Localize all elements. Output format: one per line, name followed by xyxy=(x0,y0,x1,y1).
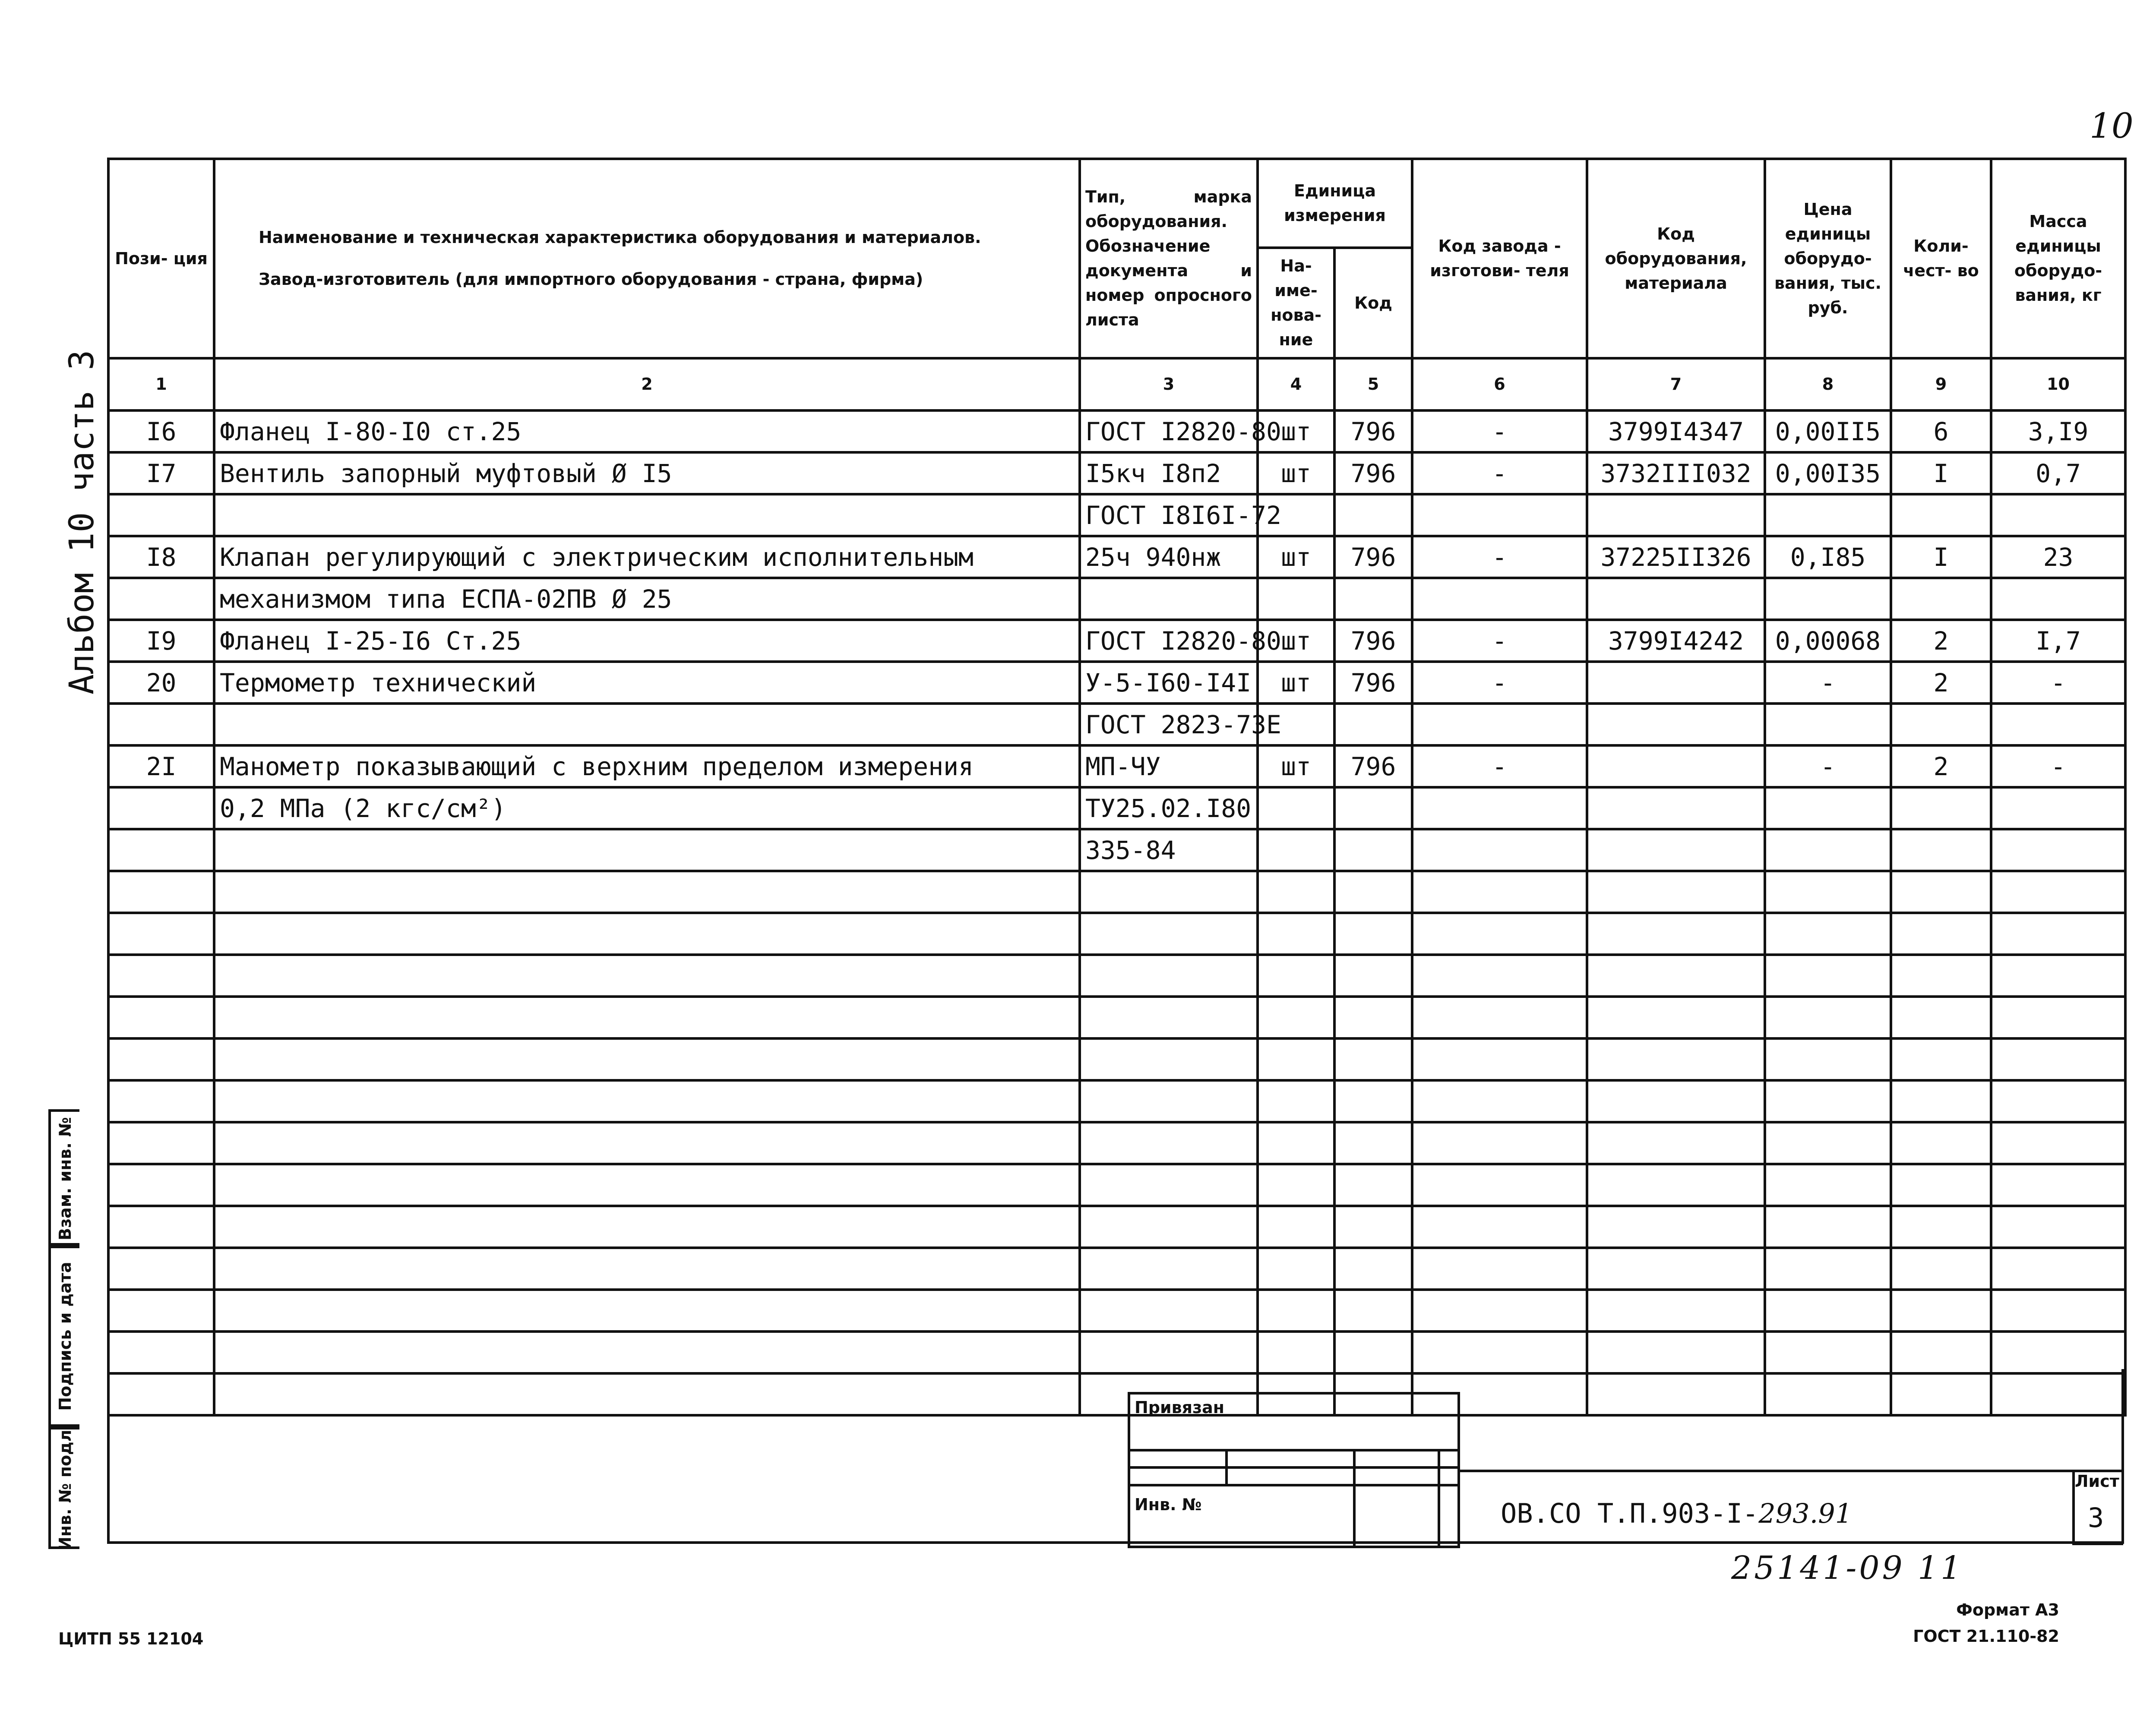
cell-mat_code: 3799I4347 xyxy=(1587,410,1765,452)
empty-cell xyxy=(1334,955,1412,997)
cell-type: ГОСТ I2820-80 xyxy=(1080,620,1258,662)
empty-cell xyxy=(1587,997,1765,1038)
cell-mat_code xyxy=(1587,704,1765,745)
table-row xyxy=(108,410,2125,452)
cell-code xyxy=(1334,494,1412,536)
cell-mass xyxy=(1991,578,2125,620)
empty-cell xyxy=(1412,1080,1587,1122)
cell-pos xyxy=(108,829,214,871)
empty-cell xyxy=(214,1164,1080,1206)
empty-cell xyxy=(214,1290,1080,1332)
header-unit-code: Код xyxy=(1334,248,1412,358)
empty-cell xyxy=(1080,1038,1258,1080)
specification-table xyxy=(107,158,2127,1417)
empty-cell xyxy=(1587,913,1765,955)
empty-cell xyxy=(1587,1122,1765,1164)
empty-cell xyxy=(108,955,214,997)
empty-cell xyxy=(214,1206,1080,1248)
cell-factory xyxy=(1412,578,1587,620)
empty-cell xyxy=(214,1332,1080,1373)
empty-cell xyxy=(214,1248,1080,1290)
empty-cell xyxy=(108,997,214,1038)
cell-mat_code: 3799I4242 xyxy=(1587,620,1765,662)
empty-cell xyxy=(1991,997,2125,1038)
empty-cell xyxy=(1891,871,1991,913)
table-row xyxy=(108,787,2125,829)
cell-pos xyxy=(108,787,214,829)
cell-unit: шт xyxy=(1258,452,1334,494)
empty-cell xyxy=(1891,1122,1991,1164)
cell-mass xyxy=(1991,704,2125,745)
side-label-inventory: Инв. № подл. xyxy=(48,1424,79,1549)
empty-row xyxy=(108,1038,2125,1080)
cell-type: 335-84 xyxy=(1080,829,1258,871)
table-row xyxy=(108,452,2125,494)
cell-price xyxy=(1765,578,1891,620)
empty-cell xyxy=(1765,1080,1891,1122)
cell-qty: 2 xyxy=(1891,620,1991,662)
cell-price: 0,00II5 xyxy=(1765,410,1891,452)
empty-cell xyxy=(1587,1164,1765,1206)
cell-mass xyxy=(1991,494,2125,536)
cell-price: 0,I85 xyxy=(1765,536,1891,578)
cell-code xyxy=(1334,829,1412,871)
empty-cell xyxy=(1080,1122,1258,1164)
empty-cell xyxy=(1991,871,2125,913)
cell-qty xyxy=(1891,494,1991,536)
column-number: 10 xyxy=(1991,358,2125,410)
empty-cell xyxy=(1334,1164,1412,1206)
cell-unit: шт xyxy=(1258,662,1334,704)
cell-qty xyxy=(1891,704,1991,745)
empty-cell xyxy=(1991,955,2125,997)
cell-mass: - xyxy=(1991,662,2125,704)
cell-mat_code xyxy=(1587,829,1765,871)
empty-cell xyxy=(108,1290,214,1332)
cell-type: I5кч I8п2 xyxy=(1080,452,1258,494)
cell-unit xyxy=(1258,829,1334,871)
empty-cell xyxy=(1334,1206,1412,1248)
cell-price xyxy=(1765,829,1891,871)
empty-cell xyxy=(1412,955,1587,997)
cell-pos: I7 xyxy=(108,452,214,494)
empty-row xyxy=(108,1290,2125,1332)
empty-cell xyxy=(1991,1206,2125,1248)
handwritten-number: 25141-09 11 xyxy=(1731,1549,1964,1587)
cell-mat_code xyxy=(1587,787,1765,829)
empty-cell xyxy=(1334,1290,1412,1332)
cell-code: 796 xyxy=(1334,662,1412,704)
empty-cell xyxy=(1891,1080,1991,1122)
empty-cell xyxy=(1334,913,1412,955)
empty-cell xyxy=(108,1248,214,1290)
column-number: 5 xyxy=(1334,358,1412,410)
cell-factory: - xyxy=(1412,662,1587,704)
empty-cell xyxy=(1412,1164,1587,1206)
empty-cell xyxy=(1334,1248,1412,1290)
empty-row xyxy=(108,1332,2125,1373)
empty-cell xyxy=(1765,1206,1891,1248)
cell-qty xyxy=(1891,829,1991,871)
header-quantity: Коли- чест- во xyxy=(1891,159,1991,358)
empty-cell xyxy=(1891,1332,1991,1373)
cell-unit: шт xyxy=(1258,620,1334,662)
cell-code xyxy=(1334,578,1412,620)
empty-cell xyxy=(1080,1332,1258,1373)
cell-price: - xyxy=(1765,745,1891,787)
cell-qty: 2 xyxy=(1891,745,1991,787)
sheet-label: Лист xyxy=(2075,1472,2119,1491)
empty-cell xyxy=(108,913,214,955)
empty-cell xyxy=(1080,1290,1258,1332)
empty-cell xyxy=(1080,913,1258,955)
empty-cell xyxy=(1258,1332,1334,1373)
empty-cell xyxy=(1991,1248,2125,1290)
empty-row xyxy=(108,913,2125,955)
empty-cell xyxy=(1080,1080,1258,1122)
cell-type: 25ч 940нж xyxy=(1080,536,1258,578)
cell-factory xyxy=(1412,787,1587,829)
cell-factory: - xyxy=(1412,536,1587,578)
empty-cell xyxy=(1891,1164,1991,1206)
empty-cell xyxy=(1587,1080,1765,1122)
cell-name: Термометр технический xyxy=(214,662,1080,704)
empty-cell xyxy=(214,1122,1080,1164)
empty-row xyxy=(108,1248,2125,1290)
empty-cell xyxy=(1080,1206,1258,1248)
cell-factory xyxy=(1412,704,1587,745)
cell-price xyxy=(1765,704,1891,745)
cell-price: 0,00068 xyxy=(1765,620,1891,662)
empty-row xyxy=(108,1122,2125,1164)
inv-number-label: Инв. № xyxy=(1129,1485,1354,1547)
table-row xyxy=(108,578,2125,620)
empty-row xyxy=(108,1080,2125,1122)
cell-name: Вентиль запорный муфтовый Ø I5 xyxy=(214,452,1080,494)
empty-cell xyxy=(1991,1332,2125,1373)
empty-cell xyxy=(1258,913,1334,955)
cell-mat_code xyxy=(1587,578,1765,620)
empty-cell xyxy=(1991,1080,2125,1122)
header-price: Цена единицы оборудо- вания, тыс. руб. xyxy=(1765,159,1891,358)
cell-type: ТУ25.02.I80 xyxy=(1080,787,1258,829)
cell-qty: 2 xyxy=(1891,662,1991,704)
empty-cell xyxy=(1412,1290,1587,1332)
empty-cell xyxy=(1765,1290,1891,1332)
empty-cell xyxy=(1334,871,1412,913)
empty-cell xyxy=(108,1164,214,1206)
empty-cell xyxy=(1080,1248,1258,1290)
empty-cell xyxy=(1258,1206,1334,1248)
empty-cell xyxy=(1258,1248,1334,1290)
cell-type: ГОСТ I8I6I-72 xyxy=(1080,494,1258,536)
cell-factory xyxy=(1412,829,1587,871)
cell-name: Клапан регулирующий с электрическим исполнительным xyxy=(214,536,1080,578)
cell-type xyxy=(1080,578,1258,620)
empty-cell xyxy=(1765,997,1891,1038)
cell-name xyxy=(214,704,1080,745)
empty-cell xyxy=(1765,1164,1891,1206)
cell-pos xyxy=(108,704,214,745)
empty-cell xyxy=(214,955,1080,997)
column-number: 1 xyxy=(108,358,214,410)
cell-mat_code: 37225II326 xyxy=(1587,536,1765,578)
cell-pos: 2I xyxy=(108,745,214,787)
empty-cell xyxy=(1891,1290,1991,1332)
header-unit: Единица измерения xyxy=(1258,159,1412,248)
privyazan-label: Привязан xyxy=(1129,1393,1459,1450)
cell-type: У-5-I60-I4I xyxy=(1080,662,1258,704)
cell-mass: 3,I9 xyxy=(1991,410,2125,452)
cell-qty xyxy=(1891,787,1991,829)
cell-price: - xyxy=(1765,662,1891,704)
header-name: Наименование и техническая характеристика оборудования и материалов. Завод-изготовитель (для импортного оборудования - страна, фирма) xyxy=(214,159,1080,358)
empty-cell xyxy=(1765,1122,1891,1164)
column-number: 2 xyxy=(214,358,1080,410)
empty-cell xyxy=(214,1038,1080,1080)
cell-mass: 0,7 xyxy=(1991,452,2125,494)
page-number: 10 xyxy=(2090,106,2134,146)
table-row xyxy=(108,704,2125,745)
empty-cell xyxy=(1991,1122,2125,1164)
cell-name: 0,2 МПа (2 кгс/см²) xyxy=(214,787,1080,829)
empty-cell xyxy=(1587,1038,1765,1080)
empty-cell xyxy=(214,1080,1080,1122)
empty-cell xyxy=(214,997,1080,1038)
empty-cell xyxy=(1991,1164,2125,1206)
cell-qty: 6 xyxy=(1891,410,1991,452)
cell-unit: шт xyxy=(1258,536,1334,578)
empty-cell xyxy=(1412,1038,1587,1080)
empty-cell xyxy=(1334,1080,1412,1122)
cell-mass xyxy=(1991,787,2125,829)
empty-cell xyxy=(1587,871,1765,913)
empty-cell xyxy=(1765,871,1891,913)
cell-name: Фланец I-25-I6 Ст.25 xyxy=(214,620,1080,662)
stamp-divider xyxy=(1460,1470,2124,1472)
cell-pos: I6 xyxy=(108,410,214,452)
cell-code: 796 xyxy=(1334,536,1412,578)
table-row xyxy=(108,620,2125,662)
cell-qty: I xyxy=(1891,536,1991,578)
cell-price: 0,00I35 xyxy=(1765,452,1891,494)
empty-cell xyxy=(1891,955,1991,997)
empty-cell xyxy=(1412,1122,1587,1164)
empty-cell xyxy=(1891,1248,1991,1290)
empty-cell xyxy=(1258,1038,1334,1080)
empty-cell xyxy=(1891,1038,1991,1080)
empty-cell xyxy=(1991,1290,2125,1332)
empty-cell xyxy=(1765,913,1891,955)
empty-cell xyxy=(1258,1122,1334,1164)
cell-unit xyxy=(1258,787,1334,829)
empty-cell xyxy=(1587,1332,1765,1373)
footer-format xyxy=(1900,1597,2059,1650)
format-label: Формат А3 xyxy=(1956,1600,2059,1619)
empty-cell xyxy=(108,1332,214,1373)
empty-cell xyxy=(1334,1038,1412,1080)
cell-mass: 23 xyxy=(1991,536,2125,578)
column-number: 4 xyxy=(1258,358,1334,410)
table-row xyxy=(108,829,2125,871)
empty-cell xyxy=(1080,871,1258,913)
empty-cell xyxy=(1587,1248,1765,1290)
empty-cell xyxy=(1334,1332,1412,1373)
cell-mass xyxy=(1991,829,2125,871)
empty-cell xyxy=(1412,1248,1587,1290)
empty-cell xyxy=(1587,1290,1765,1332)
cell-pos: 20 xyxy=(108,662,214,704)
cell-factory: - xyxy=(1412,410,1587,452)
empty-cell xyxy=(1258,1080,1334,1122)
empty-cell xyxy=(214,913,1080,955)
cell-name xyxy=(214,494,1080,536)
cell-mass: - xyxy=(1991,745,2125,787)
cell-name xyxy=(214,829,1080,871)
cell-pos xyxy=(108,494,214,536)
cell-type: ГОСТ 2823-73Е xyxy=(1080,704,1258,745)
cell-code: 796 xyxy=(1334,452,1412,494)
empty-cell xyxy=(1765,1332,1891,1373)
empty-cell xyxy=(1412,997,1587,1038)
empty-cell xyxy=(1412,1332,1587,1373)
empty-cell xyxy=(108,1038,214,1080)
empty-row xyxy=(108,955,2125,997)
cell-qty xyxy=(1891,578,1991,620)
column-number: 6 xyxy=(1412,358,1587,410)
cell-code: 796 xyxy=(1334,620,1412,662)
empty-cell xyxy=(1258,997,1334,1038)
header-material-code: Код оборудования, материала xyxy=(1587,159,1765,358)
header-factory-code: Код завода - изготови- теля xyxy=(1412,159,1587,358)
empty-cell xyxy=(1258,1164,1334,1206)
sheet-number: 3 xyxy=(2088,1502,2104,1534)
footer-publisher: ЦИТП 55 12104 xyxy=(58,1629,204,1648)
cell-mat_code xyxy=(1587,662,1765,704)
cell-unit: шт xyxy=(1258,745,1334,787)
cell-pos: I9 xyxy=(108,620,214,662)
header-mass: Масса единицы оборудо- вания, кг xyxy=(1991,159,2125,358)
cell-name: Фланец I-80-I0 ст.25 xyxy=(214,410,1080,452)
header-unit-name: На- име- нова- ние xyxy=(1258,248,1334,358)
table-row xyxy=(108,662,2125,704)
album-label: Альбом 10 часть 3 xyxy=(63,350,101,695)
table-row xyxy=(108,494,2125,536)
empty-cell xyxy=(1412,913,1587,955)
gost-label: ГОСТ 21.110-82 xyxy=(1913,1626,2059,1646)
empty-cell xyxy=(1412,871,1587,913)
empty-cell xyxy=(1334,1122,1412,1164)
cell-mat_code xyxy=(1587,745,1765,787)
empty-cell xyxy=(108,871,214,913)
empty-row xyxy=(108,997,2125,1038)
empty-cell xyxy=(1587,955,1765,997)
column-number: 9 xyxy=(1891,358,1991,410)
cell-unit: шт xyxy=(1258,410,1334,452)
column-number: 3 xyxy=(1080,358,1258,410)
cell-type: ГОСТ I2820-80 xyxy=(1080,410,1258,452)
column-number: 7 xyxy=(1587,358,1765,410)
empty-cell xyxy=(108,1122,214,1164)
cell-pos: I8 xyxy=(108,536,214,578)
cell-name: Манометр показывающий с верхним пределом измерения xyxy=(214,745,1080,787)
cell-type: МП-ЧУ xyxy=(1080,745,1258,787)
empty-row xyxy=(108,1164,2125,1206)
empty-cell xyxy=(1891,997,1991,1038)
empty-cell xyxy=(1587,1206,1765,1248)
cell-mass: I,7 xyxy=(1991,620,2125,662)
cell-unit xyxy=(1258,578,1334,620)
empty-cell xyxy=(1258,871,1334,913)
side-label-vzam: Взам. инв. № xyxy=(48,1109,79,1248)
document-code: ОВ.СО Т.П.903-I-293.91 xyxy=(1501,1498,1853,1529)
privyazan-block xyxy=(1128,1392,1460,1548)
cell-name: механизмом типа ЕСПА-02ПВ Ø 25 xyxy=(214,578,1080,620)
empty-cell xyxy=(1765,1038,1891,1080)
table-row xyxy=(108,745,2125,787)
column-numbers-row xyxy=(108,358,2125,410)
empty-cell xyxy=(214,871,1080,913)
cell-code: 796 xyxy=(1334,745,1412,787)
empty-cell xyxy=(108,1080,214,1122)
cell-mat_code: 3732III032 xyxy=(1587,452,1765,494)
empty-cell xyxy=(1891,1206,1991,1248)
empty-cell xyxy=(1080,1164,1258,1206)
empty-cell xyxy=(1080,955,1258,997)
empty-cell xyxy=(1412,1206,1587,1248)
header-position: Пози- ция xyxy=(108,159,214,358)
cell-price xyxy=(1765,494,1891,536)
cell-factory: - xyxy=(1412,745,1587,787)
table-row xyxy=(108,536,2125,578)
empty-cell xyxy=(1765,1248,1891,1290)
cell-factory xyxy=(1412,494,1587,536)
empty-cell xyxy=(1891,913,1991,955)
cell-price xyxy=(1765,787,1891,829)
empty-cell xyxy=(1334,997,1412,1038)
cell-factory: - xyxy=(1412,452,1587,494)
empty-cell xyxy=(1765,955,1891,997)
side-label-signature-date: Подпись и дата xyxy=(48,1243,79,1429)
cell-code: 796 xyxy=(1334,410,1412,452)
cell-code xyxy=(1334,787,1412,829)
column-number: 8 xyxy=(1765,358,1891,410)
empty-cell xyxy=(1258,955,1334,997)
empty-cell xyxy=(1258,1290,1334,1332)
cell-factory: - xyxy=(1412,620,1587,662)
empty-cell xyxy=(1991,913,2125,955)
empty-row xyxy=(108,1206,2125,1248)
empty-cell xyxy=(108,1206,214,1248)
cell-mat_code xyxy=(1587,494,1765,536)
empty-row xyxy=(108,871,2125,913)
empty-cell xyxy=(1080,997,1258,1038)
header-type: Тип, марка оборудования. Обозначение документа и номер опросного листа xyxy=(1080,159,1258,358)
cell-code xyxy=(1334,704,1412,745)
empty-cell xyxy=(1991,1038,2125,1080)
cell-pos xyxy=(108,578,214,620)
cell-qty: I xyxy=(1891,452,1991,494)
